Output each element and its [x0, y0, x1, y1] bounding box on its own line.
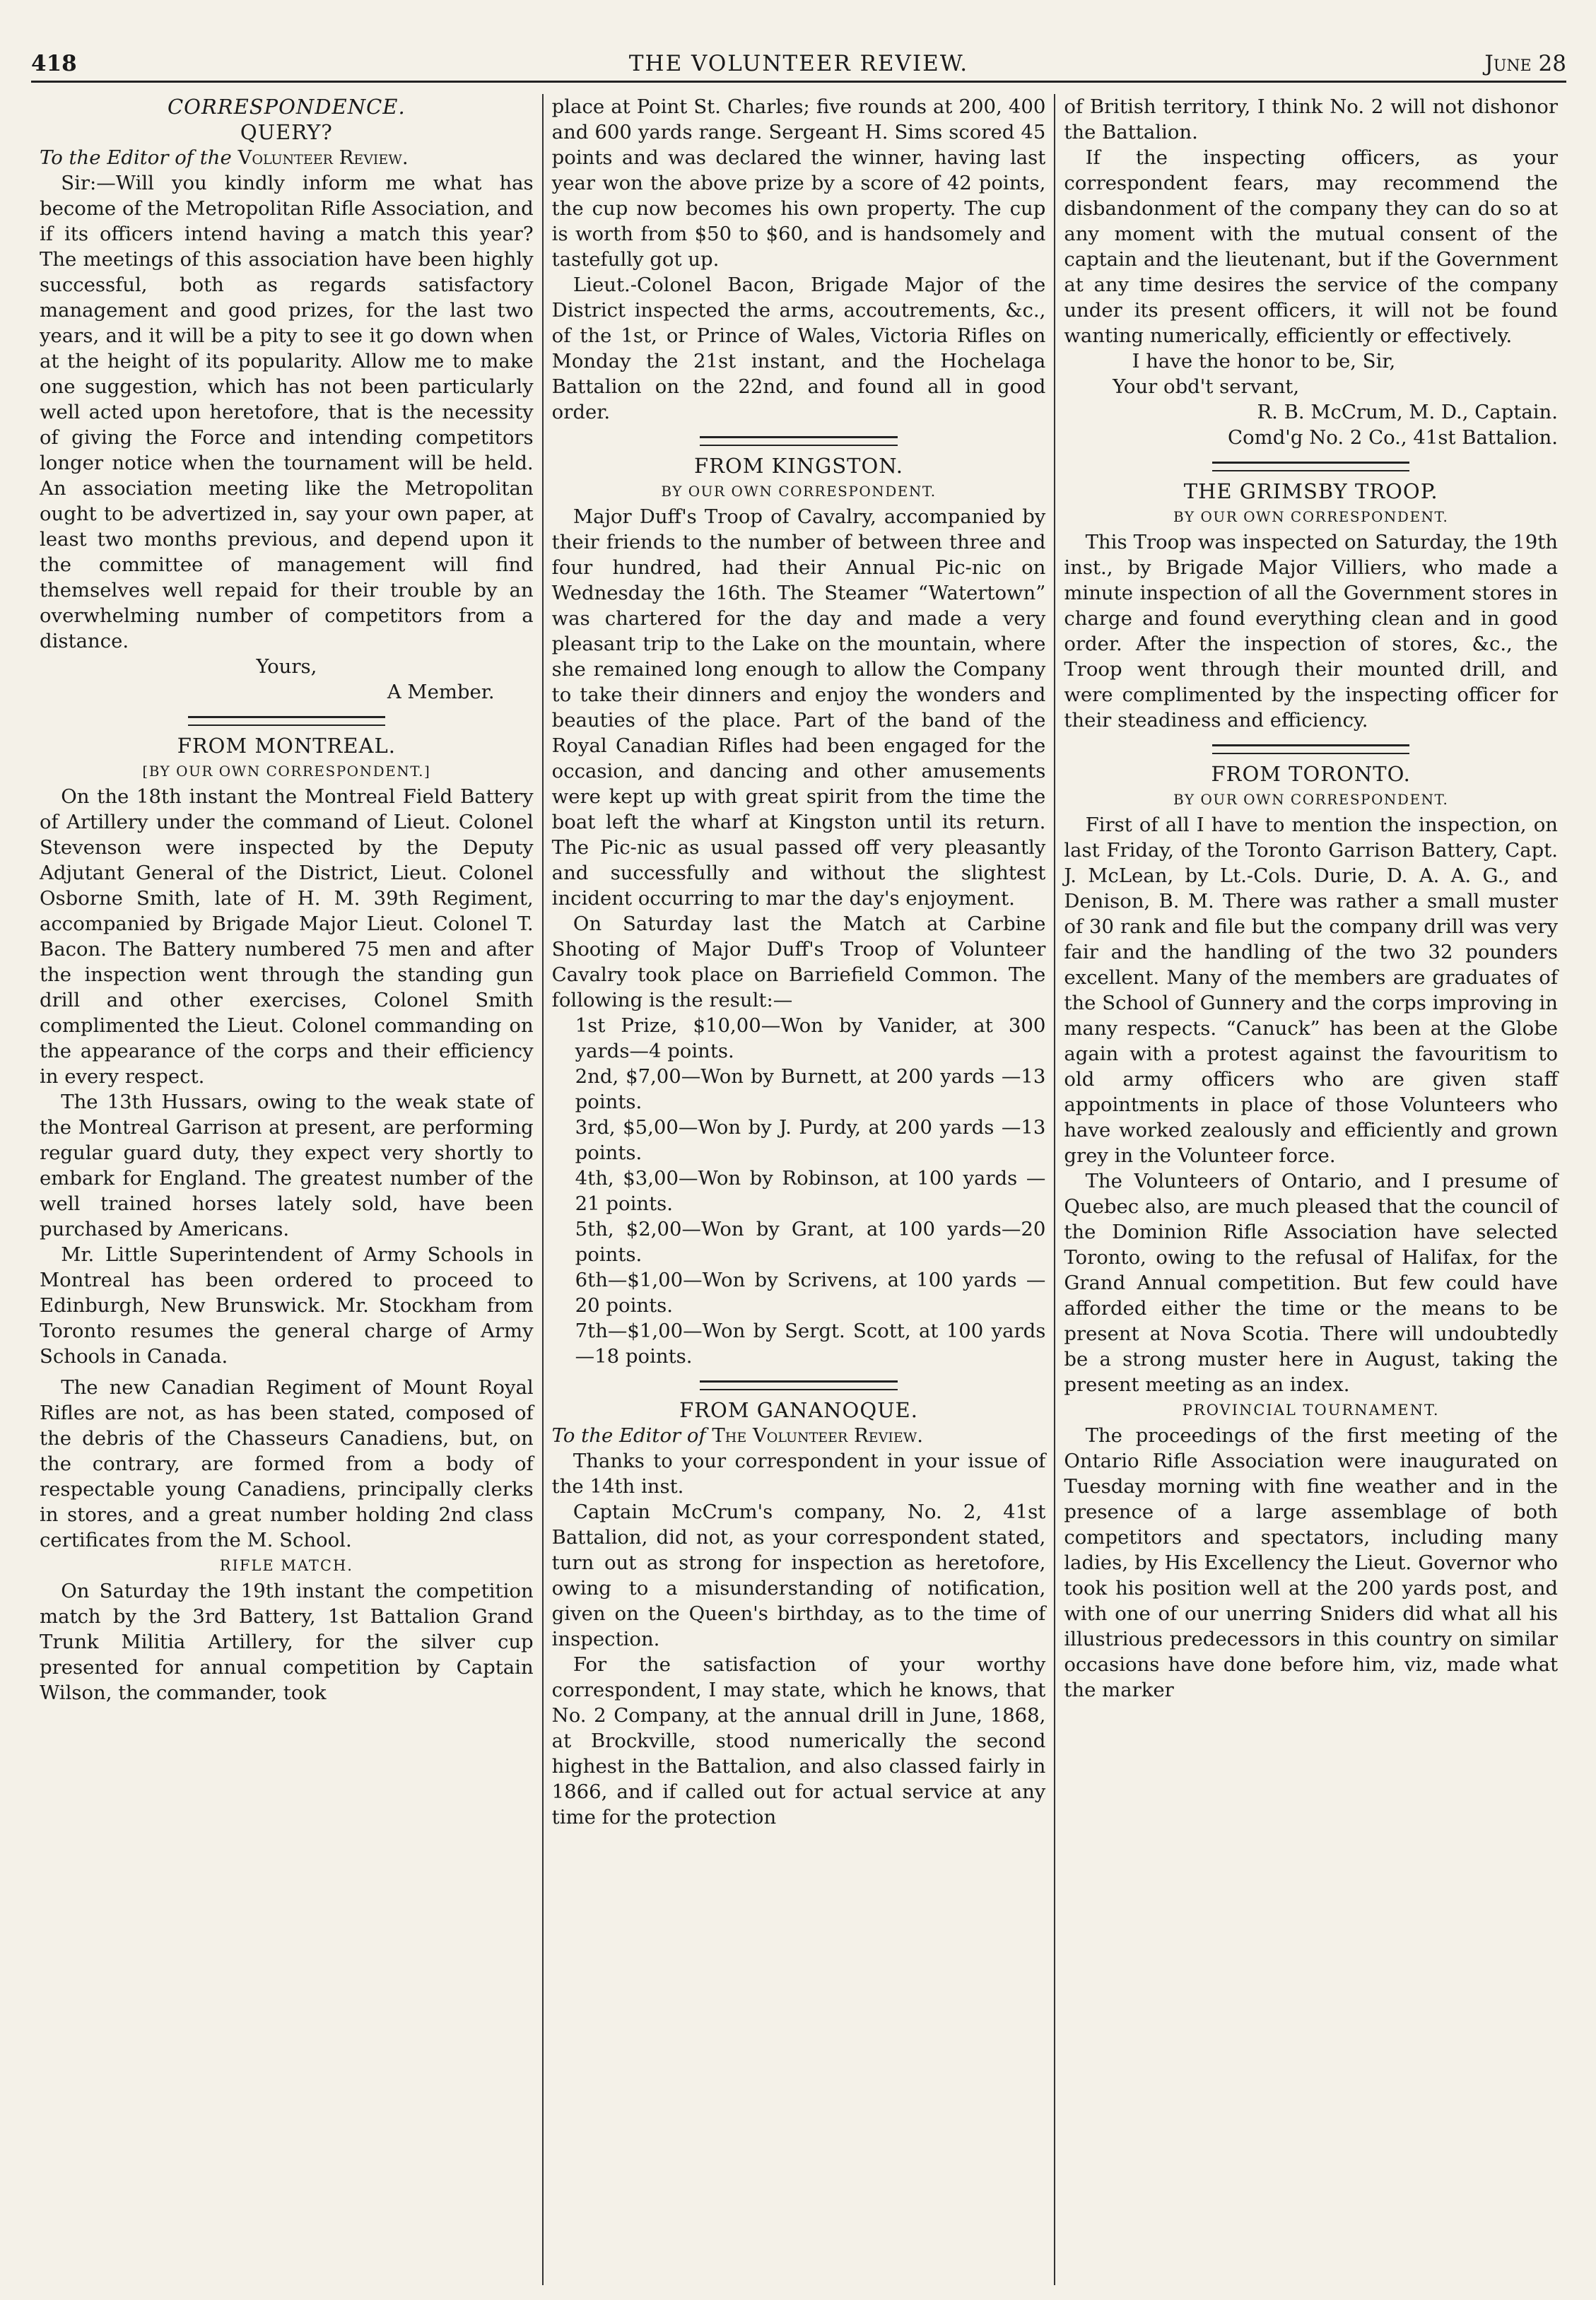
- rifle-match-heading: RIFLE MATCH.: [219, 1557, 353, 1574]
- article-heading-query: QUERY?: [240, 120, 333, 144]
- section-rule: [700, 436, 897, 446]
- result-line: 7th—$1,00—Won by Sergt. Scott, at 100 yards—18 points.: [575, 1320, 1046, 1368]
- column-1: [31, 94, 542, 2285]
- toronto-paragraph: The proceedings of the first meeting of the Ontario Rifle Association were inaugurated on Tuesday morning with fine weather and in the presence of a large assemblage of both competitors and spectators, including many ladies, by His Excellency the Lieut. Governor who took his position well at the 200 yards post, and with one of our unerring Sniders did what all his illustrious predecessors in this country on similar occasions have done before him, viz, made what the marker: [1064, 1424, 1559, 1701]
- article-heading-toronto: FROM TORONTO.: [1211, 762, 1411, 786]
- section-rule: [1212, 744, 1409, 754]
- column-3: [1054, 94, 1566, 2285]
- result-line: 5th, $2,00—Won by Grant, at 100 yards—20 points.: [575, 1218, 1046, 1266]
- toronto-paragraph: First of all I have to mention the inspection, on last Friday, of the Toronto Garrison Battery, Capt. J. McLean, by Lt.-Cols. Durie, D. A. A. G., and Denison, B. M. There was rather a small muster of 30 rank and file but the company drill was very fair and the handling of the two 32 pounders excellent. Many of the members are graduates of the School of Gunnery and the corps improving in many respects. “Canuck” has been at the Globe again with a protest against the favouritism to old army officers who are given staff appointments in place of those Volunteers who have worked zealously and efficiently and grown grey in the Volunteer force.: [1064, 814, 1559, 1167]
- article-heading-grimsby: THE GRIMSBY TROOP.: [1183, 479, 1438, 503]
- continued-paragraph: place at Point St. Charles; five rounds at 200, 400 and 600 yards range. Sergeant H. Sims scored 45 points and was declared the winner, having last year won the above prize by a score of 42 points, the cup now becomes his own property. The cup is worth from $50 to $60, and is handsomely and tastefully got up.: [551, 95, 1046, 271]
- salutation-name: Volunteer Review.: [237, 146, 409, 169]
- gananoque-paragraph: Thanks to your correspondent in your issue of the 14th inst.: [551, 1450, 1046, 1498]
- letter-signature: R. B. McCrum, M. D., Captain.: [1257, 401, 1559, 423]
- article-heading-gananoque: FROM GANANOQUE.: [679, 1398, 918, 1422]
- montreal-paragraph: On Saturday the 19th instant the competition match by the 3rd Battery, 1st Battalion Grand Trunk Militia Artillery, for the silver cup presented for annual competition by Captain Wilson, the commander, took: [40, 1580, 534, 1704]
- result-line: 1st Prize, $10,00—Won by Vanider, at 300 yards—4 points.: [575, 1014, 1046, 1062]
- match-results: [552, 1013, 1046, 1369]
- section-rule: [700, 1380, 897, 1390]
- letter-closing: I have the honor to be, Sir,: [1132, 350, 1396, 372]
- result-line: 6th—$1,00—Won by Scrivens, at 100 yards —20 points.: [575, 1269, 1046, 1317]
- grimsby-byline: BY OUR OWN CORRESPONDENT.: [1173, 508, 1449, 525]
- gananoque-salutation: [552, 1423, 1046, 1448]
- query-salutation: [40, 145, 534, 170]
- column-2: [542, 94, 1055, 2285]
- kingston-byline: BY OUR OWN CORRESPONDENT.: [661, 483, 937, 500]
- result-line: 4th, $3,00—Won by Robinson, at 100 yards —21 points.: [575, 1167, 1046, 1215]
- columns: [31, 94, 1566, 2285]
- section-rule: [1212, 462, 1409, 471]
- toronto-byline: BY OUR OWN CORRESPONDENT.: [1173, 791, 1449, 808]
- provincial-tournament-heading: PROVINCIAL TOURNAMENT.: [1182, 1402, 1440, 1419]
- montreal-paragraph: The 13th Hussars, owing to the weak state of the Montreal Garrison at present, are performing regular guard duty, they expect very shortly to embark for England. The greatest number of the well trained horses lately sold, have been purchased by Americans.: [40, 1091, 534, 1240]
- article-heading-montreal: FROM MONTREAL.: [177, 734, 396, 758]
- continued-paragraph: of British territory, I think No. 2 will not dishonor the Battalion.: [1064, 95, 1559, 143]
- inspection-paragraph: Lieut.-Colonel Bacon, Brigade Major of the District inspected the arms, accoutrements, &c., of the 1st, or Prince of Wales, Victoria Rifles on Monday the 21st instant, and the Hochelaga Battalion on the 22nd, and found all in good order.: [551, 274, 1046, 423]
- montreal-byline: [BY OUR OWN CORRESPONDENT.]: [142, 763, 431, 780]
- gananoque-paragraph: If the inspecting officers, as your correspondent fears, may recommend the disbandonment of the company they can do so at any moment with the mutual consent of the captain and the lieutenant, but if the Government at any time desires the service of the company under its present officers, it will not be found wanting numerically, efficiently or effectively.: [1064, 146, 1559, 347]
- salutation-name: The Volunteer Review.: [712, 1424, 923, 1447]
- section-heading-correspondence: CORRESPONDENCE.: [167, 95, 406, 119]
- issue-date: June 28: [1484, 51, 1566, 76]
- letter-signature: Comd'g No. 2 Co., 41st Battalion.: [1228, 426, 1559, 449]
- salutation-prefix: To the Editor of the: [40, 146, 232, 169]
- montreal-paragraph: Mr. Little Superintendent of Army Schools in Montreal has been ordered to proceed to Edinburgh, New Brunswick. Mr. Stockham from Toronto resumes the general charge of Army Schools in Canada.: [40, 1243, 534, 1368]
- kingston-paragraph: Major Duff's Troop of Cavalry, accompanied by their friends to the number of between three and four hundred, had their Annual Pic-nic on Wednesday the 16th. The Steamer “Watertown” was chartered for the day and made a very pleasant trip to the Lake on the mountain, where she remained long enough to allow the Company to take their dinners and enjoy the wonders and beauties of the place. Part of the band of the Royal Canadian Rifles had been engaged for the occasion, and dancing and other amusements were kept up with great spirit from the time the boat left the wharf at Kingston until its return. The Pic-nic as usual passed off very pleasantly and successfully and without the slightest incident occurring to mar the day's enjoyment.: [551, 505, 1046, 910]
- section-rule: [188, 716, 385, 726]
- montreal-paragraph: On the 18th instant the Montreal Field Battery of Artillery under the command of Lieut. Colonel Stevenson were inspected by the Deputy Adjutant General of the District, Lieut. Colonel Osborne Smith, late of H. M. 39th Regiment, accompanied by Brigade Major Lieut. Colonel T. Bacon. The Battery numbered 75 men and after the inspection went through the standing gun drill and other exercises, Colonel Smith complimented the Lieut. Colonel commanding on the appearance of the corps and their efficiency in every respect.: [40, 785, 534, 1088]
- montreal-paragraph: The new Canadian Regiment of Mount Royal Rifles are not, as has been stated, composed of the debris of the Chasseurs Canadiens, but, on the contrary, are formed from a body of respectable young Canadiens, principally clerks in stores, and a great number holding 2nd class certificates from the M. School.: [40, 1376, 534, 1551]
- letter-closing: Your obd't servant,: [1113, 375, 1300, 398]
- salutation-prefix: To the Editor of: [551, 1424, 706, 1447]
- article-heading-kingston: FROM KINGSTON.: [693, 454, 904, 478]
- query-body: Sir:—Will you kindly inform me what has become of the Metropolitan Rifle Association, and if its officers intend having a match this year? The meetings of this association have been highly successful, both as regards satisfactory management and good prizes, for the last two years, and it will be a pity to see it go down when at the height of its popularity. Allow me to make one suggestion, which has not been particularly well acted upon heretofore, that is the necessity of giving the Force and intending competitors longer notice when the tournament will be held. An association meeting like the Metropolitan ought to be advertized in, say your own paper, at least two months previous, and depend upon it the committee of management will find themselves well repaid for their trouble by an overwhelming number of competitors from a distance.: [40, 172, 534, 652]
- query-signature: A Member.: [387, 681, 495, 703]
- result-line: 2nd, $7,00—Won by Burnett, at 200 yards —13 points.: [575, 1065, 1046, 1113]
- gananoque-paragraph: For the satisfaction of your worthy correspondent, I may state, which he knows, that No. 2 Company, at the annual drill in June, 1868, at Brockville, stood numerically the second highest in the Battalion, and also classed fairly in 1866, and if called out for actual service at any time for the protection: [551, 1653, 1046, 1829]
- toronto-paragraph: The Volunteers of Ontario, and I presume of Quebec also, are much pleased that the council of the Dominion Rifle Association have selected Toronto, owing to the refusal of Halifax, for the Grand Annual competition. But few could have afforded either the time or the means to be present at Nova Scotia. There will undoubtedly be a strong muster here in August, taking the present meeting as an index.: [1064, 1170, 1559, 1396]
- page-number: 418: [31, 51, 77, 76]
- running-head: [31, 44, 1566, 83]
- grimsby-paragraph: This Troop was inspected on Saturday, the 19th inst., by Brigade Major Villiers, who made a minute inspection of all the Government stores in charge and found everything clean and in good order. After the inspection of stores, &c., the Troop went through their mounted drill, and were complimented by the inspecting officer for their steadiness and efficiency.: [1064, 531, 1559, 732]
- query-closing: Yours,: [256, 655, 317, 678]
- kingston-paragraph: On Saturday last the Match at Carbine Shooting of Major Duff's Troop of Volunteer Cavalry took place on Barriefield Common. The following is the result:—: [551, 913, 1046, 1011]
- publication-title: THE VOLUNTEER REVIEW.: [628, 51, 969, 76]
- result-line: 3rd, $5,00—Won by J. Purdy, at 200 yards —13 points.: [575, 1116, 1046, 1164]
- gananoque-paragraph: Captain McCrum's company, No. 2, 41st Battalion, did not, as your correspondent stated, turn out as strong for inspection as heretofore, owing to a misunderstanding of notification, given on the Queen's birthday, as to the time of inspection.: [551, 1501, 1046, 1650]
